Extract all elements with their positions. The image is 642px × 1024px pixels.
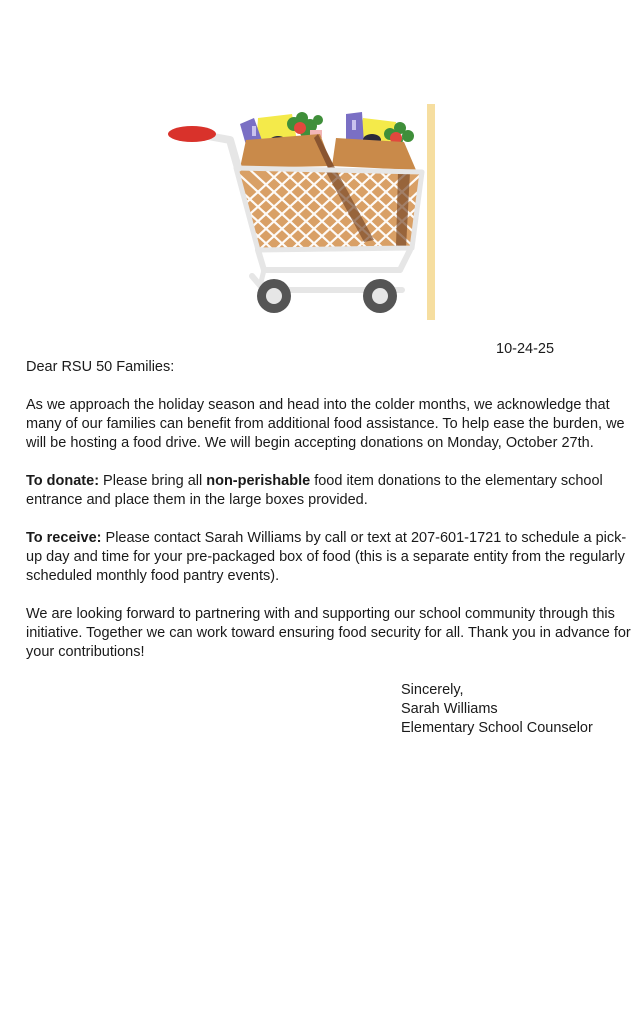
donate-emphasis: non-perishable bbox=[206, 473, 311, 489]
cart-handle-bar bbox=[208, 136, 238, 168]
receive-heading: To receive: bbox=[26, 530, 102, 546]
intro-paragraph: As we approach the holiday season and head into the colder months, we acknowledge that many of our families can benefit from additional food assistance. To help ease the burden, we will be hosting a food drive. We will begin accepting donations on Monday, October 27th. bbox=[26, 397, 625, 451]
donate-text-after: food item donations to the elementary school entrance and place them in the large boxes provided. bbox=[26, 473, 603, 508]
donate-paragraph bbox=[26, 472, 632, 510]
basket-fill bbox=[236, 168, 422, 250]
receive-paragraph bbox=[26, 529, 632, 586]
signer-title: Elementary School Counselor bbox=[401, 720, 593, 736]
wheel-right bbox=[363, 279, 397, 313]
closing-line: Sincerely, bbox=[401, 682, 464, 698]
shopping-cart-with-groceries-icon bbox=[160, 100, 450, 325]
donate-text-before: Please bring all bbox=[99, 473, 207, 489]
cart-lower-frame bbox=[258, 250, 400, 270]
salutation: Dear RSU 50 Families: bbox=[26, 359, 175, 375]
bag-right bbox=[332, 138, 416, 170]
wheel-left bbox=[257, 279, 291, 313]
cart-handle-grip bbox=[168, 126, 216, 142]
letter-body bbox=[26, 358, 632, 681]
signer-name: Sarah Williams bbox=[401, 701, 498, 717]
closing-paragraph: We are looking forward to partnering with and supporting our school community through this initiative. Together we can work toward ensuring food security for all. Thank you in advance for your contributions! bbox=[26, 606, 631, 660]
tomato-left bbox=[294, 122, 306, 134]
receive-text: Please contact Sarah Williams by call or text at 207-601-1721 to schedule a pick-up day and time for your pre-packaged box of food (this is a separate entity from the regularly scheduled monthly food pantry events). bbox=[26, 530, 627, 584]
letter-date: 10-24-25 bbox=[496, 341, 555, 357]
pole bbox=[427, 104, 435, 320]
signoff-block bbox=[401, 681, 593, 738]
donate-heading: To donate: bbox=[26, 473, 100, 489]
